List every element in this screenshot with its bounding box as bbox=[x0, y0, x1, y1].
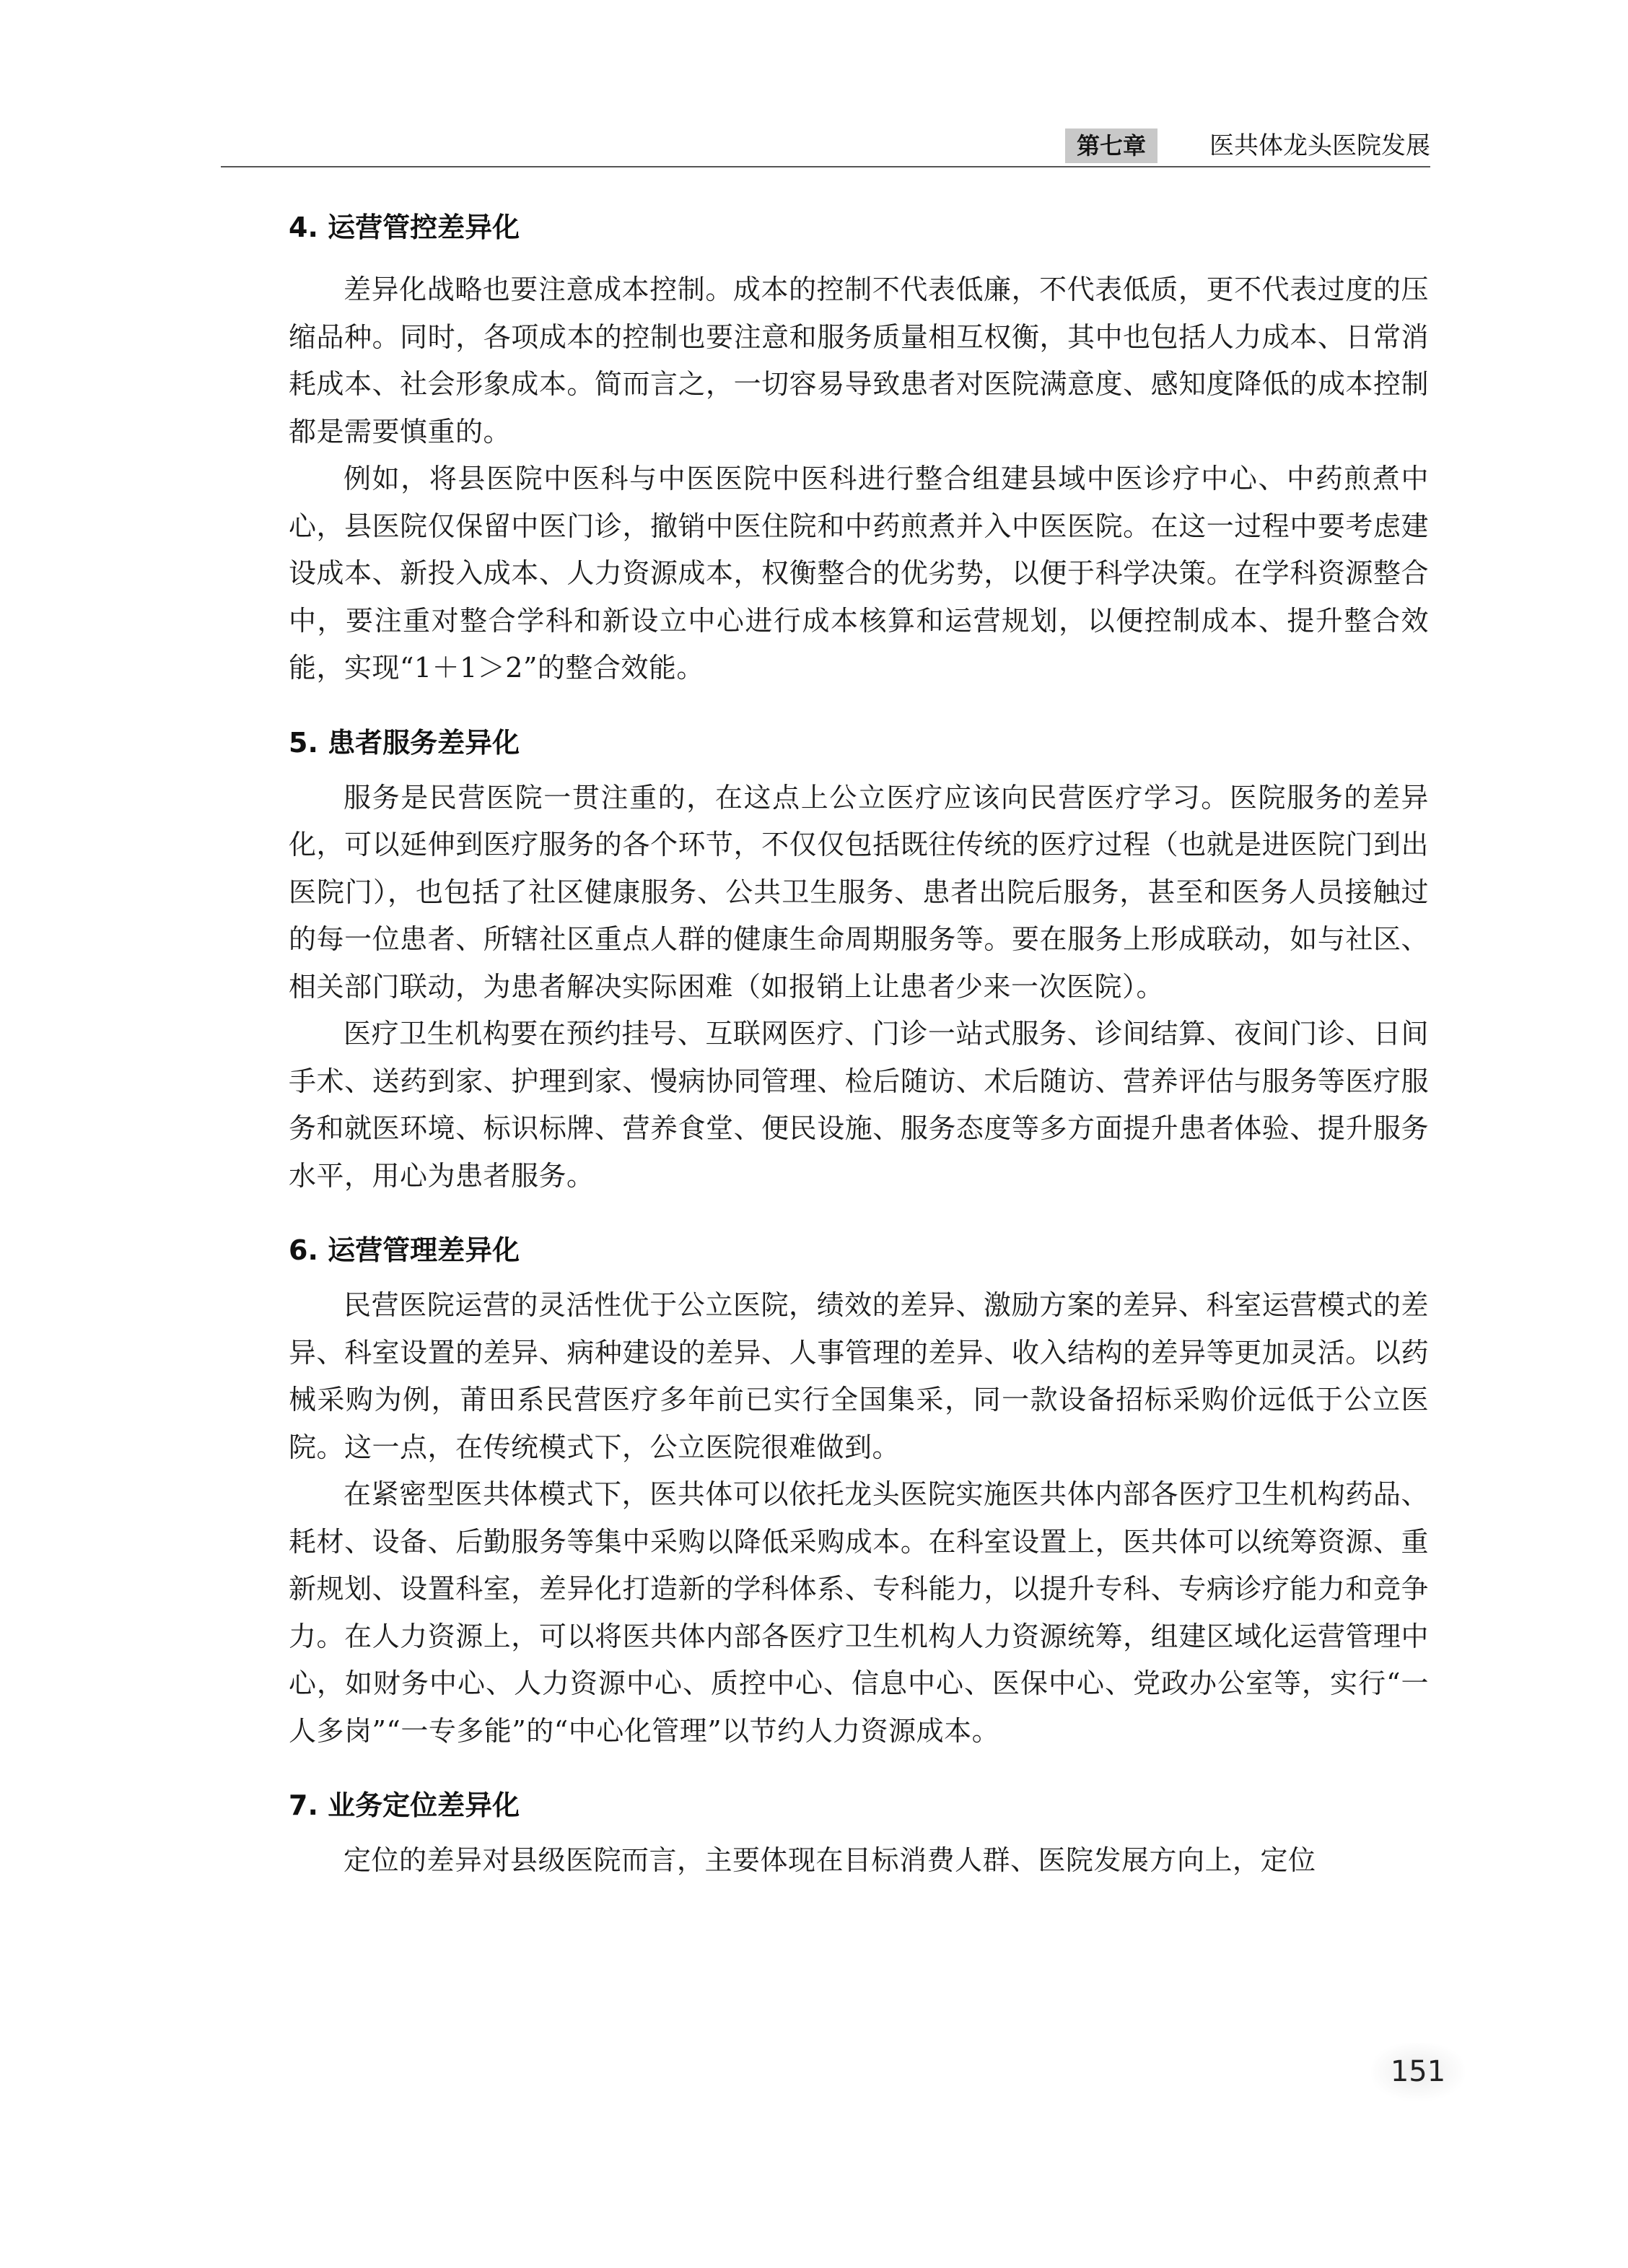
paragraph: 差异化战略也要注意成本控制。成本的控制不代表低廉，不代表低质，更不代表过度的压缩品种。同时，各项成本的控制也要注意和服务质量相互权衡，其中也包括人力成本、日常消耗成本、社会形象成本。简而言之，一切容易导致患者对医院满意度、感知度降低的成本控制都是需要慎重的。 bbox=[289, 274, 1429, 448]
paragraph: 定位的差异对县级医院而言，主要体现在目标消费人群、医院发展方向上，定位 bbox=[343, 1844, 1316, 1876]
page-number: 151 bbox=[1371, 2043, 1465, 2101]
paragraph: 医疗卫生机构要在预约挂号、互联网医疗、门诊一站式服务、诊间结算、夜间门诊、日间手术、送药到家、护理到家、慢病协同管理、检后随访、术后随访、营养评估与服务等医疗服务和就医环境、标识标牌、营养食堂、便民设施、服务态度等多方面提升患者体验、提升服务水平，用心为患者服务。 bbox=[289, 1018, 1429, 1192]
section-5 bbox=[289, 721, 1429, 1200]
paragraph: 例如，将县医院中医科与中医医院中医科进行整合组建县域中医诊疗中心、中药煎煮中心，县医院仅保留中医门诊，撤销中医住院和中药煎煮并入中医医院。在这一过程中要考虑建设成本、新投入成本、人力资源成本，权衡整合的优劣势，以便于科学决策。在学科资源整合中，要注重对整合学科和新设立中心进行成本核算和运营规划，以便控制成本、提升整合效能，实现“1＋1＞2”的整合效能。 bbox=[289, 463, 1429, 684]
page-body bbox=[289, 206, 1429, 1914]
section-4 bbox=[289, 206, 1429, 692]
section-6 bbox=[289, 1229, 1429, 1755]
paragraph: 服务是民营医院一贯注重的，在这点上公立医疗应该向民营医疗学习。医院服务的差异化，可以延伸到医疗服务的各个环节，不仅仅包括既往传统的医疗过程（也就是进医院门到出医院门），也包括了社区健康服务、公共卫生服务、患者出院后服务，甚至和医务人员接触过的每一位患者、所辖社区重点人群的健康生命周期服务等。要在服务上形成联动，如与社区、相关部门联动，为患者解决实际困难（如报销上让患者少来一次医院）。 bbox=[289, 781, 1429, 1003]
section-heading: 6. 运营管理差异化 bbox=[289, 1234, 520, 1266]
chapter-title: 医共体龙头医院发展 bbox=[1209, 131, 1430, 160]
section-7 bbox=[289, 1784, 1429, 1885]
section-heading: 5. 患者服务差异化 bbox=[289, 726, 520, 759]
chapter-label: 第七章 bbox=[1065, 128, 1157, 163]
paragraph: 民营医院运营的灵活性优于公立医院，绩效的差异、激励方案的差异、科室运营模式的差异、科室设置的差异、病种建设的差异、人事管理的差异、收入结构的差异等更加灵活。以药械采购为例，莆田系民营医疗多年前已实行全国集采，同一款设备招标采购价远低于公立医院。这一点，在传统模式下，公立医院很难做到。 bbox=[289, 1289, 1429, 1463]
section-heading: 7. 业务定位差异化 bbox=[289, 1789, 520, 1821]
section-heading: 4. 运营管控差异化 bbox=[289, 211, 520, 243]
paragraph: 在紧密型医共体模式下，医共体可以依托龙头医院实施医共体内部各医疗卫生机构药品、耗材、设备、后勤服务等集中采购以降低采购成本。在科室设置上，医共体可以统筹资源、重新规划、设置科室，差异化打造新的学科体系、专科能力，以提升专科、专病诊疗能力和竞争力。在人力资源上，可以将医共体内部各医疗卫生机构人力资源统筹，组建区域化运营管理中心，如财务中心、人力资源中心、质控中心、信息中心、医保中心、党政办公室等，实行“一人多岗”“一专多能”的“中心化管理”以节约人力资源成本。 bbox=[289, 1478, 1429, 1747]
running-header bbox=[221, 128, 1430, 167]
